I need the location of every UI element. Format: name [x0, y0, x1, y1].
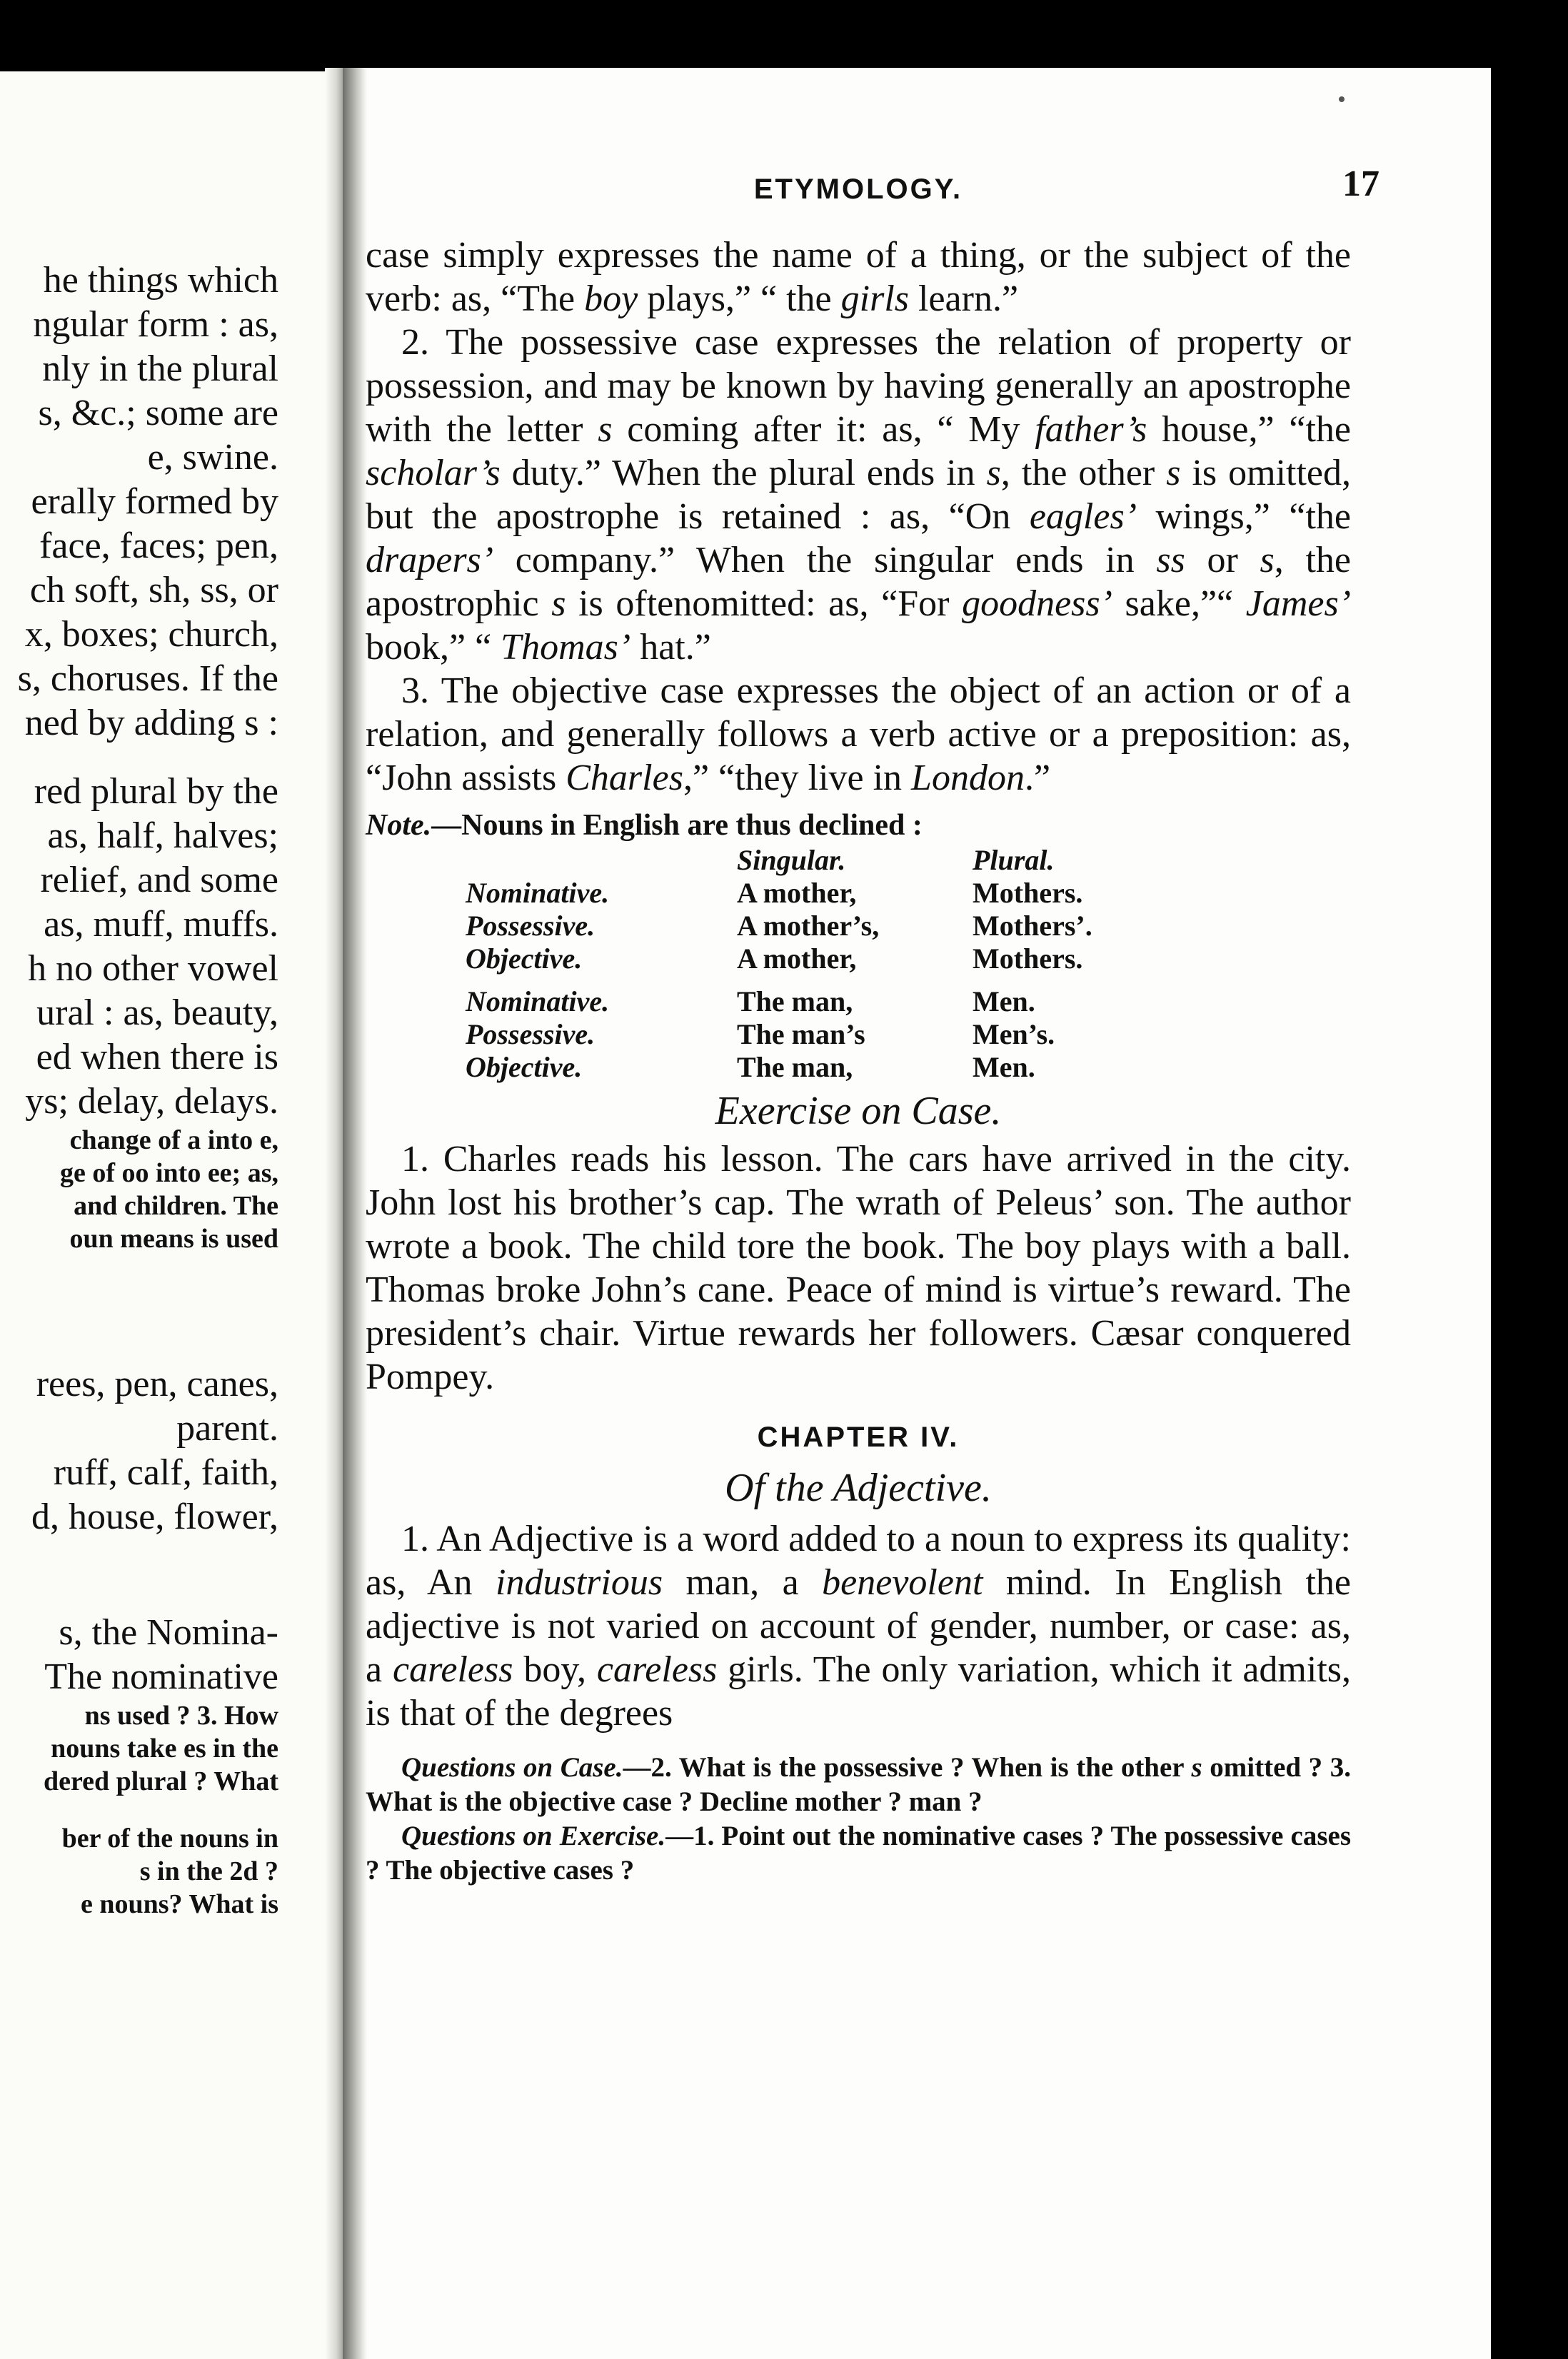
facing-page-line: relief, and some [40, 860, 278, 900]
paragraph-possessive: 2. The possessive case expresses the relation of property or possession, and may be known by having generally an apostrophe with the letter s coming after it: as, “ My father’s house,” “the scholar’s duty.” When the plural ends in s, the other s is omitted, but the apostrophe is retained : as, “On eagles’ wings,” “the drapers’ company.” When the singular ends in ss or s, the apostrophic s is oftenomitted: as, “For goodness’ sake,”“ James’ book,” “ Thomas’ hat.” [366, 322, 1352, 668]
singular-header: Singular. [737, 844, 846, 876]
line-gap [0, 1539, 278, 1611]
singular-cell: A mother, [737, 877, 857, 909]
adjective-paragraph: 1. An Adjective is a word added to a noun to express its quality: as, An industrious man, a benevolent mind. In English the adjective is not varied on account of gender, number, or case: as, a careless boy, careless girls. The only variation, which it admits, is that of the degrees [366, 1519, 1352, 1734]
declension-row [366, 910, 1351, 942]
paragraph-objective: 3. The objective case expresses the object of an action or of a relation, and generally follows a verb active or a preposition: as, “John assists Charles,” “they live in London.” [366, 670, 1351, 798]
plural-cell: Men. [973, 985, 1035, 1017]
plural-cell: Mothers’. [973, 910, 1092, 942]
declension-row [366, 877, 1351, 910]
exercise-title: Exercise on Case. [715, 1089, 1002, 1133]
page-header [366, 164, 1379, 233]
paragraph-nominative: case simply expresses the name of a thing, or the subject of the verb: as, “The boy plays,” “ the girls learn.” [366, 235, 1351, 319]
facing-page-line: e nouns? What is [80, 1889, 278, 1919]
questions-on-exercise [366, 1819, 1351, 1888]
questions-exercise-label: Questions on Exercise. [401, 1821, 666, 1851]
facing-page-line: The nominative [44, 1656, 278, 1697]
facing-page-line: parent. [176, 1408, 278, 1449]
questions-case-label: Questions on Case. [401, 1752, 623, 1783]
facing-page-line: ed when there is [36, 1037, 278, 1077]
facing-page-line: ned by adding s : [24, 703, 278, 743]
declension-row [366, 942, 1351, 975]
page-number: 17 [1342, 164, 1379, 204]
facing-page-line: h no other vowel [28, 948, 278, 989]
facing-page-line: x, boxes; church, [24, 614, 278, 655]
facing-page-line: nly in the plural [42, 348, 278, 389]
case-cell: Objective. [466, 1051, 583, 1083]
declension-spacer [366, 975, 1351, 985]
facing-page-line: ural : as, beauty, [36, 992, 278, 1033]
declension-note [366, 807, 1351, 844]
facing-page-left [0, 71, 334, 2359]
note-text: —Nouns in English are thus declined : [431, 809, 923, 842]
facing-page-line: ys; delay, delays. [25, 1081, 278, 1122]
questions-exercise-text: —1. Point out the nominative cases ? The possessive cases ? The objective cases ? [366, 1821, 1351, 1886]
facing-page-line: and children. The [74, 1191, 278, 1221]
singular-cell: A mother, [737, 942, 857, 975]
facing-page-line: s, &c.; some are [38, 393, 278, 433]
singular-cell: A mother’s, [737, 910, 880, 942]
facing-page-line: s, the Nomina- [59, 1612, 278, 1653]
case-cell: Objective. [466, 942, 583, 975]
facing-page-line: dered plural ? What [43, 1766, 278, 1796]
plural-cell: Mothers. [973, 877, 1083, 909]
singular-cell: The man, [737, 1051, 853, 1083]
line-gap [0, 1798, 278, 1822]
declension-row [366, 1051, 1351, 1084]
facing-page-line: red plural by the [34, 771, 278, 812]
chapter-heading: CHAPTER IV. [757, 1422, 960, 1453]
facing-page-line: ruff, calf, faith, [53, 1452, 278, 1493]
singular-cell: The man, [737, 985, 853, 1017]
line-gap [0, 745, 278, 770]
case-cell: Nominative. [466, 985, 610, 1017]
facing-page-line: as, half, halves; [47, 815, 278, 856]
note-label: Note. [366, 809, 432, 842]
facing-page-line: d, house, flower, [31, 1497, 278, 1537]
facing-page-line: he things which [43, 260, 278, 301]
facing-page-line: ns used ? 3. How [84, 1701, 278, 1731]
plural-cell: Men’s. [973, 1018, 1055, 1050]
facing-page-line: nouns take es in the [51, 1734, 278, 1764]
facing-page-line: ber of the nouns in [61, 1824, 278, 1854]
facing-page-line: s, choruses. If the [17, 658, 278, 699]
exercise-text: 1. Charles reads his lesson. The cars have arrived in the city. John lost his brother’s cap. The wrath of Peleus’ son. The author wrote a book. The child tore the book. The boy plays with a ball. Thomas broke John’s cane. Peace of mind is virtue’s reward. The president’s chair. Virtue rewards her followers. Cæsar conquered Pompey. [366, 1139, 1351, 1397]
facing-page-line: ge of oo into ee; as, [59, 1158, 278, 1188]
declension-row [366, 1018, 1351, 1051]
facing-page-line: change of a into e, [69, 1125, 278, 1155]
plural-header: Plural. [973, 844, 1055, 876]
facing-page-line: as, muff, muffs. [44, 904, 278, 945]
singular-cell: The man’s [737, 1018, 865, 1050]
facing-page-text [0, 258, 278, 1921]
questions-on-case [366, 1751, 1351, 1819]
facing-page-line: s in the 2d ? [139, 1856, 278, 1886]
facing-page-line: ngular form : as, [33, 304, 278, 345]
running-head: ETYMOLOGY. [753, 173, 963, 205]
facing-page-line: erally formed by [31, 481, 278, 522]
declension-row [366, 985, 1351, 1018]
case-cell: Possessive. [466, 910, 595, 942]
questions-footnote [366, 1751, 1351, 1888]
page-17 [343, 68, 1491, 2359]
declension-header-row [366, 844, 1351, 877]
plural-cell: Mothers. [973, 942, 1083, 975]
chapter-title: Of the Adjective. [725, 1466, 992, 1510]
case-cell: Possessive. [466, 1018, 595, 1050]
line-gap [0, 1255, 278, 1362]
plural-cell: Men. [973, 1051, 1035, 1083]
declension-table [366, 844, 1351, 1084]
questions-case-text: —2. What is the possessive ? When is the other s omitted ? 3. What is the objective case ? Decline mother ? man ? [366, 1752, 1351, 1817]
facing-page-line: e, swine. [147, 437, 278, 478]
spine-shadow [343, 68, 367, 2359]
facing-page-line: oun means is used [69, 1224, 278, 1254]
facing-page-line: rees, pen, canes, [36, 1364, 278, 1404]
speck-mark [1339, 96, 1345, 102]
case-cell: Nominative. [466, 877, 610, 909]
facing-page-line: ch soft, sh, ss, or [29, 570, 278, 610]
facing-page-line: face, faces; pen, [39, 525, 278, 566]
page-content [366, 164, 1379, 1888]
